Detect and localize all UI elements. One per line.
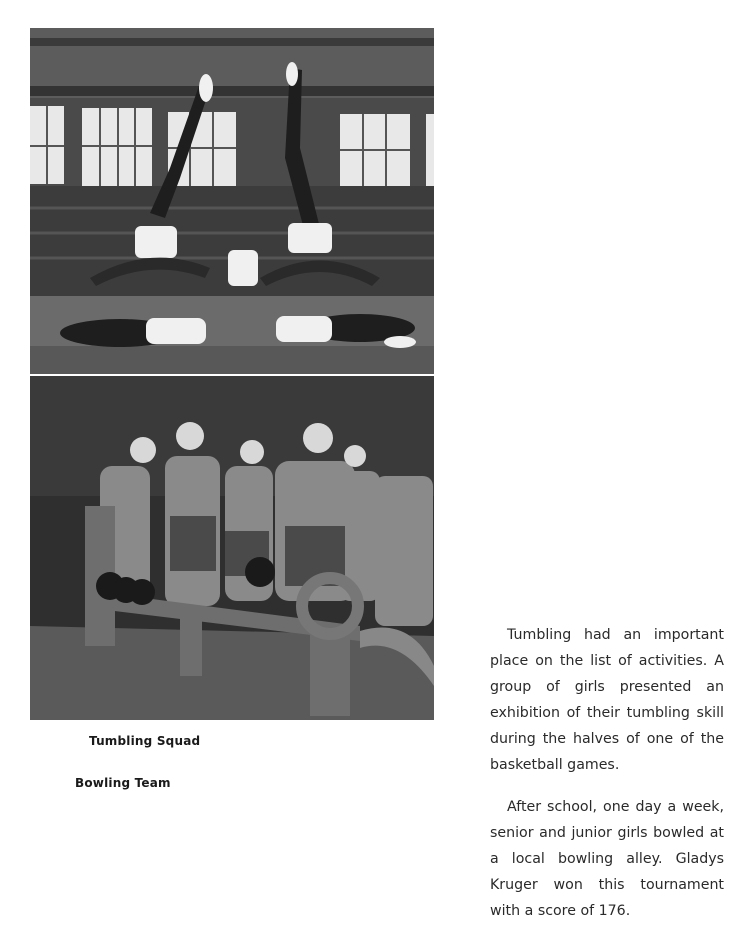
caption-tumbling-squad: Tumbling Squad: [89, 734, 201, 748]
paragraph-tumbling: Tumbling had an important place on the list of activities. A group of girls presented an exhibition of their tumbling skill during the halves of one of the basketball games.: [490, 627, 724, 773]
paragraph-bowling: After school, one day a week, senior and junior girls bowled at a local bowling alley. Gladys Kruger won this tournament with a score of 176.: [490, 799, 724, 919]
caption-bowling-team: Bowling Team: [75, 776, 171, 790]
bowling-photo-drawing: [30, 376, 434, 720]
tumbling-squad-photo: [30, 28, 434, 374]
bowling-team-photo: [30, 376, 434, 720]
tumbling-photo-drawing: [30, 28, 434, 374]
